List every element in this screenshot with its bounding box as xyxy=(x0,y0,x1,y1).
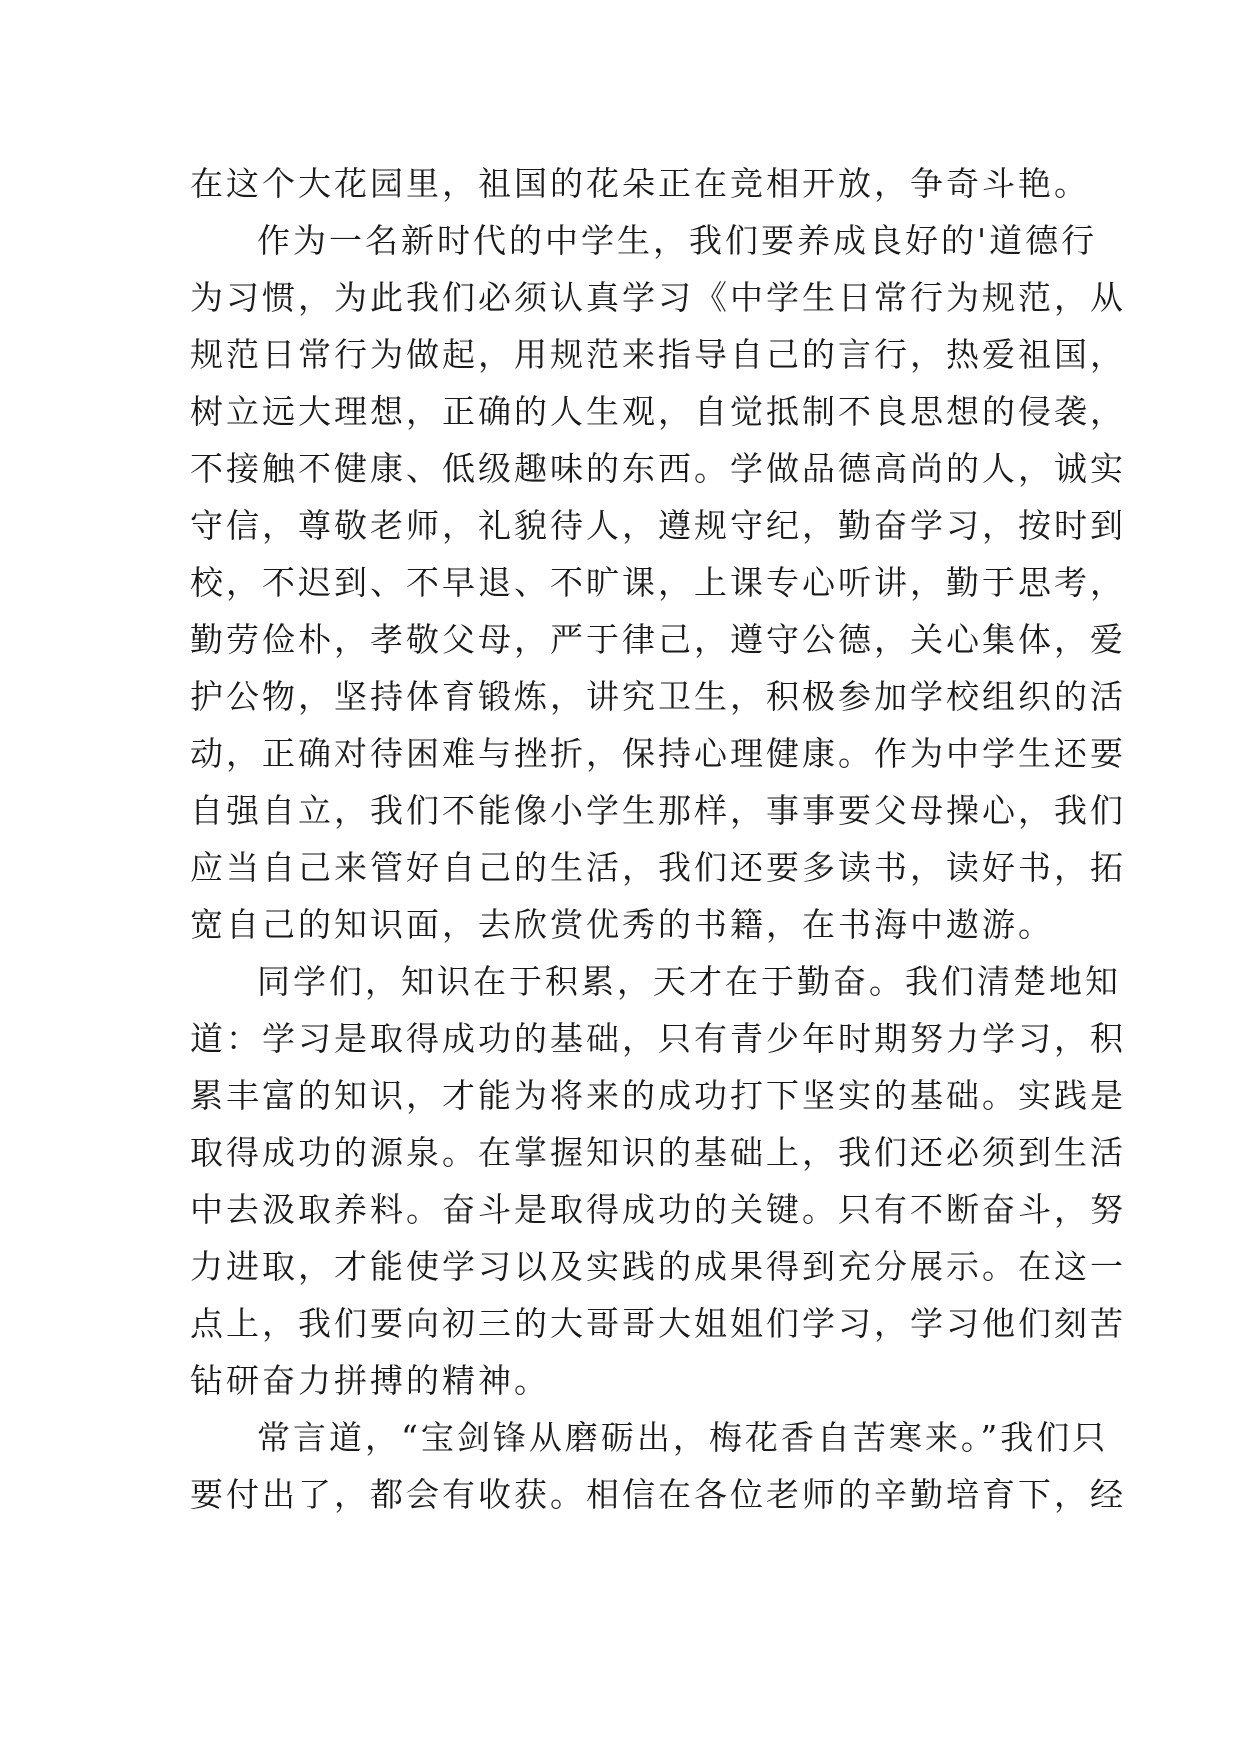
text-line: 在这个大花园里，祖国的花朵正在竞相开放，争奇斗艳。 xyxy=(190,164,1090,203)
paragraph-first-line: 常言道，“宝剑锋从磨砺出，梅花香自苦寒来。”我们只 xyxy=(257,1418,1109,1457)
paragraph-first-line: 作为一名新时代的中学生，我们要养成良好的'道德行 xyxy=(257,221,1098,260)
text-line: 点上，我们要向初三的大哥哥大姐姐们学习，学习他们刻苦 xyxy=(190,1304,1126,1343)
text-line: 宽自己的知识面，去欣赏优秀的书籍，在书海中遨游。 xyxy=(190,905,1054,944)
text-line: 力进取，才能使学习以及实践的成果得到充分展示。在这一 xyxy=(190,1247,1126,1286)
text-line: 中去汲取养料。奋斗是取得成功的关键。只有不断奋斗，努 xyxy=(190,1190,1126,1229)
text-line: 树立远大理想，正确的人生观，自觉抵制不良思想的侵袭， xyxy=(190,392,1126,431)
paragraph-first-line: 同学们，知识在于积累，天才在于勤奋。我们清楚地知 xyxy=(257,962,1121,1001)
text-line: 应当自己来管好自己的生活，我们还要多读书，读好书，拓 xyxy=(190,848,1126,887)
text-line: 不接触不健康、低级趣味的东西。学做品德高尚的人，诚实 xyxy=(190,449,1126,488)
text-line: 为习惯，为此我们必须认真学习《中学生日常行为规范，从 xyxy=(190,278,1126,317)
text-line: 校，不迟到、不早退、不旷课，上课专心听讲，勤于思考， xyxy=(190,563,1126,602)
text-line: 自强自立，我们不能像小学生那样，事事要父母操心，我们 xyxy=(190,791,1126,830)
text-line: 累丰富的知识，才能为将来的成功打下坚实的基础。实践是 xyxy=(190,1076,1126,1115)
body-text xyxy=(190,155,1126,1523)
text-line: 守信，尊敬老师，礼貌待人，遵规守纪，勤奋学习，按时到 xyxy=(190,506,1126,545)
text-line: 勤劳俭朴，孝敬父母，严于律己，遵守公德，关心集体，爱 xyxy=(190,620,1126,659)
text-line: 取得成功的源泉。在掌握知识的基础上，我们还必须到生活 xyxy=(190,1133,1126,1172)
text-line: 动，正确对待困难与挫折，保持心理健康。作为中学生还要 xyxy=(190,734,1126,773)
text-line: 要付出了，都会有收获。相信在各位老师的辛勤培育下，经 xyxy=(190,1475,1126,1514)
text-line: 道：学习是取得成功的基础，只有青少年时期努力学习，积 xyxy=(190,1019,1126,1058)
text-line: 护公物，坚持体育锻炼，讲究卫生，积极参加学校组织的活 xyxy=(190,677,1126,716)
text-line: 钻研奋力拼搏的精神。 xyxy=(190,1361,550,1400)
text-line: 规范日常行为做起，用规范来指导自己的言行，热爱祖国， xyxy=(190,335,1126,374)
